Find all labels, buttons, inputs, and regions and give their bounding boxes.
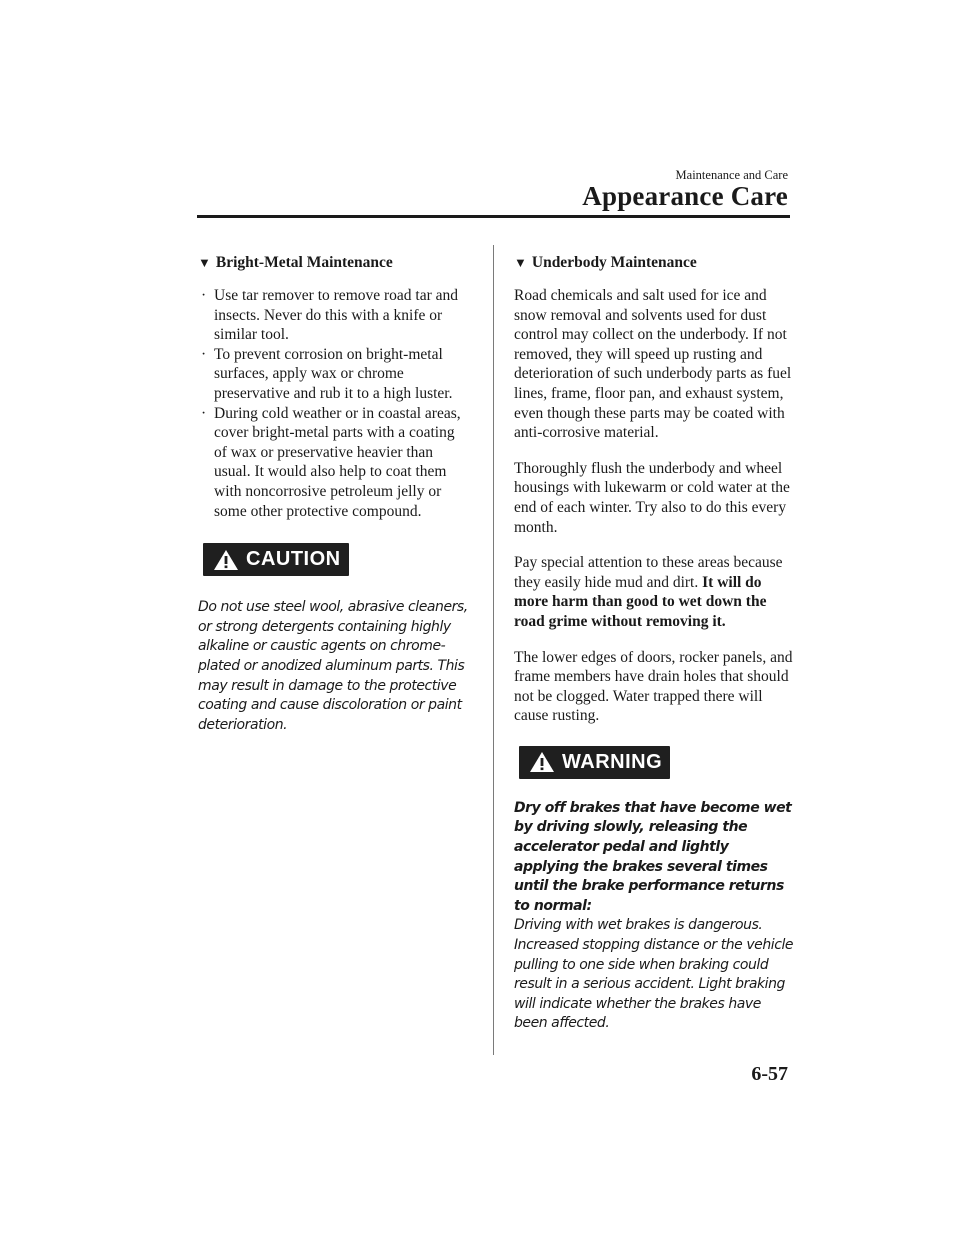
section-triangle-icon: ▼: [514, 255, 527, 270]
list-item: [198, 345, 470, 404]
right-column: [514, 252, 794, 1034]
warning-text-body: Driving with wet brakes is dangerous. Increased stopping distance or the vehicle pulling to one side when braking could result in a serious accident. Light braking will indicate whether the brakes have been affected.: [514, 917, 794, 1032]
underbody-paragraph-1: Road chemicals and salt used for ice and snow removal and solvents used for dust control may collect on the underbody. If not removed, they will speed up rusting and deterioration of such underbody parts as fuel lines, frame, floor pan, and exhaust system, even though these parts may be coated with anti-corrosive material.: [514, 287, 792, 442]
bright-metal-heading: [198, 252, 470, 274]
section-triangle-icon: ▼: [198, 255, 211, 270]
list-item-text: Use tar remover to remove road tar and insects. Never do this with a knife or similar tool.: [214, 287, 459, 344]
page-number: 6-57: [751, 1063, 788, 1085]
underbody-paragraph-3-text: Pay special attention to these areas because they easily hide mud and dirt.: [514, 554, 783, 591]
caution-text: [198, 598, 470, 735]
bullet-dot-icon: ·: [201, 287, 207, 304]
column-divider: [493, 245, 494, 1055]
underbody-paragraph-4: The lower edges of doors, rocker panels, and frame members have drain holes that should not be clogged. Water trapped there will cause rusting.: [514, 648, 793, 725]
underbody-paragraph-2: Thoroughly flush the underbody and wheel housings with lukewarm or cold water at the end of each winter. Try also to do this every month.: [514, 459, 790, 536]
warning-triangle-icon: [529, 751, 555, 773]
warning-text: [514, 799, 794, 1034]
list-item: [198, 404, 470, 522]
warning-triangle-icon: [213, 549, 239, 571]
header-rule: [197, 215, 790, 218]
caution-badge: [203, 543, 349, 576]
left-column: [198, 252, 470, 735]
page-title: Appearance Care: [582, 181, 788, 211]
underbody-heading-text: Underbody Maintenance: [531, 254, 697, 271]
list-item: [198, 286, 470, 345]
warning-badge: [519, 746, 670, 779]
warning-label: WARNING: [562, 750, 663, 773]
bright-metal-list: [198, 286, 470, 521]
bright-metal-heading-text: Bright-Metal Maintenance: [215, 254, 393, 271]
underbody-paragraph-3-bold: It will do more harm than good to wet down the road grime without removing it.: [514, 573, 767, 630]
caution-label: CAUTION: [246, 548, 341, 571]
header-section-label: Maintenance and Care: [675, 168, 788, 182]
underbody-heading: [514, 252, 794, 274]
bullet-dot-icon: ·: [201, 404, 207, 422]
caution-text-body: Do not use steel wool, abrasive cleaners, or strong detergents containing highly alkaline or caustic agents on chrome-plated or anodized aluminum parts. This may result in damage to the protective coating and cause discoloration or paint deterioration.: [198, 599, 468, 733]
warning-text-bold: Dry off brakes that have become wet by driving slowly, releasing the accelerator pedal and lightly applying the brakes several times until the brake performance returns to normal:: [514, 799, 792, 914]
bullet-dot-icon: ·: [201, 345, 207, 363]
list-item-text: During cold weather or in coastal areas, cover bright-metal parts with a coating of wax or preservative heavier than usual. It would also help to coat them with noncorrosive petroleum jelly or some other protective compound.: [214, 404, 461, 520]
underbody-paragraph-3: [514, 553, 794, 631]
list-item-text: To prevent corrosion on bright-metal surfaces, apply wax or chrome preservative and rub it to a high luster.: [214, 345, 453, 402]
